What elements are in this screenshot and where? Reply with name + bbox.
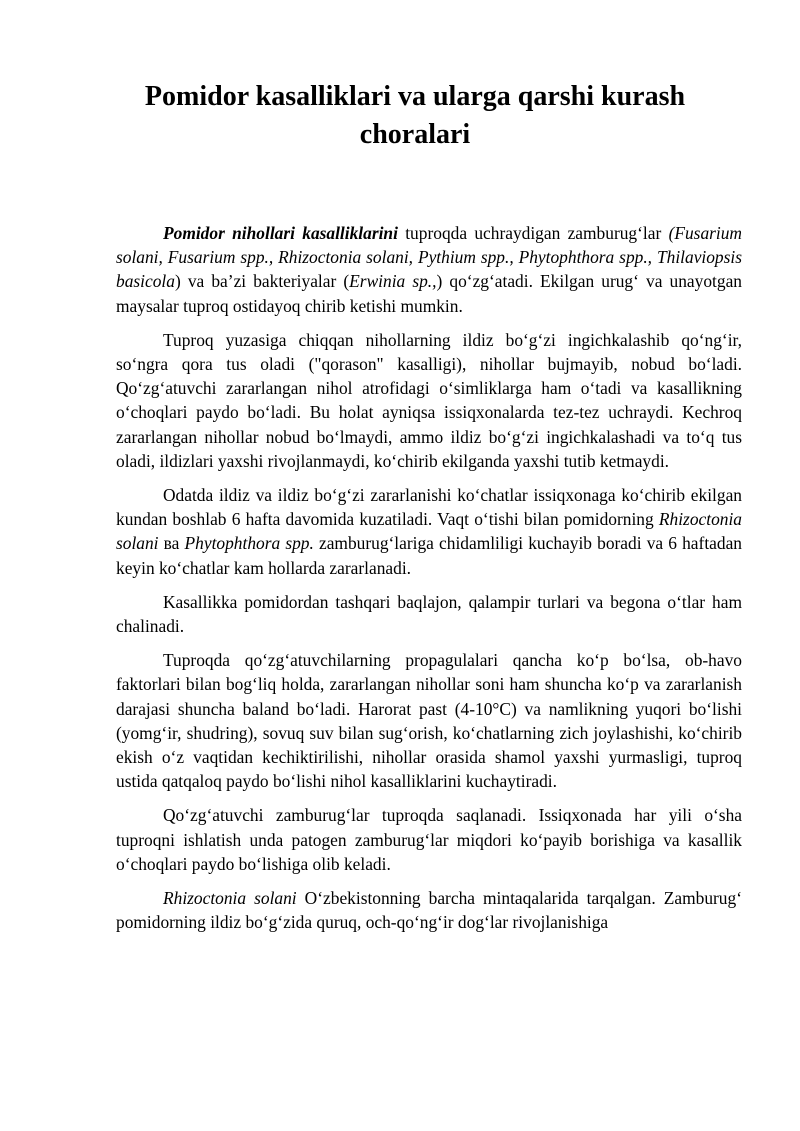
paragraph-7 xyxy=(116,886,742,934)
paragraph-3-text-2: ва xyxy=(158,533,185,554)
paragraph-7-species: Rhizoctonia solani xyxy=(163,888,297,909)
paragraph-3-species-2: Phytophthora spp. xyxy=(184,533,314,554)
paragraph-7-text: O‘zbekistonning barcha mintaqalarida tarqalgan. Zamburug‘ pomidorning ildiz bo‘g‘zida quruq, och-qo‘ng‘ir dog‘lar rivojlanishiga xyxy=(116,888,742,933)
paragraph-3 xyxy=(116,483,742,580)
paragraph-6: Qo‘zg‘atuvchi zamburug‘lar tuproqda saqlanadi. Issiqxonada har yili o‘sha tuproqni ishlatish unda patogen zamburug‘lar miqdori ko‘payib borishiga va kasallik o‘choqlari paydo bo‘lishiga olib keladi. xyxy=(116,805,742,874)
paragraph-5: Tuproqda qo‘zg‘atuvchilarning propagulalari qancha ko‘p bo‘lsa, ob-havo faktorlari bilan bog‘liq holda, zararlangan nihollar soni ham shuncha ko‘p va zararlanish darajasi shuncha baland bo‘ladi. Harorat past (4-10°C) va namlikning yuqori bo‘lishi (yomg‘ir, shudring), sovuq suv bilan sug‘orish, ko‘chatlarning zich joylashishi, ko‘chirib ekish o‘z vaqtidan kechiktirilishi, nihollar orasida shamol yaxshi yurmasligi, tuproq ustida qatqaloq paydo bo‘lishi nihol kasalliklarini kuchaytiradi. xyxy=(116,650,742,792)
paragraph-1 xyxy=(116,221,742,318)
paragraph-1-lead: Pomidor nihollari kasalliklarini xyxy=(163,223,398,243)
page-title: Pomidor kasalliklari va ularga qarshi kurash choralari xyxy=(144,81,686,150)
paragraph-1-text-2: ) va ba’zi bakteriyalar ( xyxy=(174,271,350,292)
paragraph-1-species-list: (Fusarium solani, Fusarium spp., Rhizoctonia solani, Pythium spp., Phytophthora spp., Thilaviopsis basicola xyxy=(116,223,742,292)
paragraph-1-text-3: ) qo‘zg‘atadi. Ekilgan urug‘ va unayotgan maysalar tuproq ostidayoq chirib ketishi mumkin. xyxy=(116,271,742,316)
paragraph-3-text-3: zamburug‘lariga chidamliligi kuchayib boradi va 6 haftadan keyin ko‘chatlar kam hollarda zararlanadi. xyxy=(116,533,742,578)
paragraph-3-text-1: Odatda ildiz va ildiz bo‘g‘zi zararlanishi ko‘chatlar issiqxonaga ko‘chirib ekilgan kundan boshlab 6 hafta davomida kuzatiladi. Vaqt o‘tishi bilan pomidorning xyxy=(116,485,742,530)
paragraph-4: Kasallikka pomidordan tashqari baqlajon, qalampir turlari va begona o‘tlar ham chalinadi. xyxy=(116,591,742,637)
paragraph-2: Tuproq yuzasiga chiqqan nihollarning ildiz bo‘g‘zi ingichkalashib qo‘ng‘ir, so‘ngra qora tus oladi ("qorason" kasalligi), nihollar bujmayib, nobud bo‘ladi. Qo‘zg‘atuvchi zararlangan nihol atrofidagi o‘simliklarga ham o‘tadi va kasallikning o‘choqlari paydo bo‘ladi. Bu holat ayniqsa issiqxonalarda tez-tez uchraydi. Kechroq zararlangan nihollar nobud bo‘lmaydi, ammo ildiz bo‘g‘zi ingichkalashadi va to‘q tus oladi, ildizlari yaxshi rivojlanmaydi, ko‘chirib ekilganda yaxshi tutib ketmaydi. xyxy=(116,329,742,471)
paragraph-1-text-1: tuproqda uchraydigan zamburug‘lar xyxy=(397,223,669,243)
paragraph-3-species-1: Rhizoctonia solani xyxy=(116,509,742,554)
paragraph-1-bacteria: Erwinia sp., xyxy=(349,271,437,292)
document-body xyxy=(116,221,742,944)
